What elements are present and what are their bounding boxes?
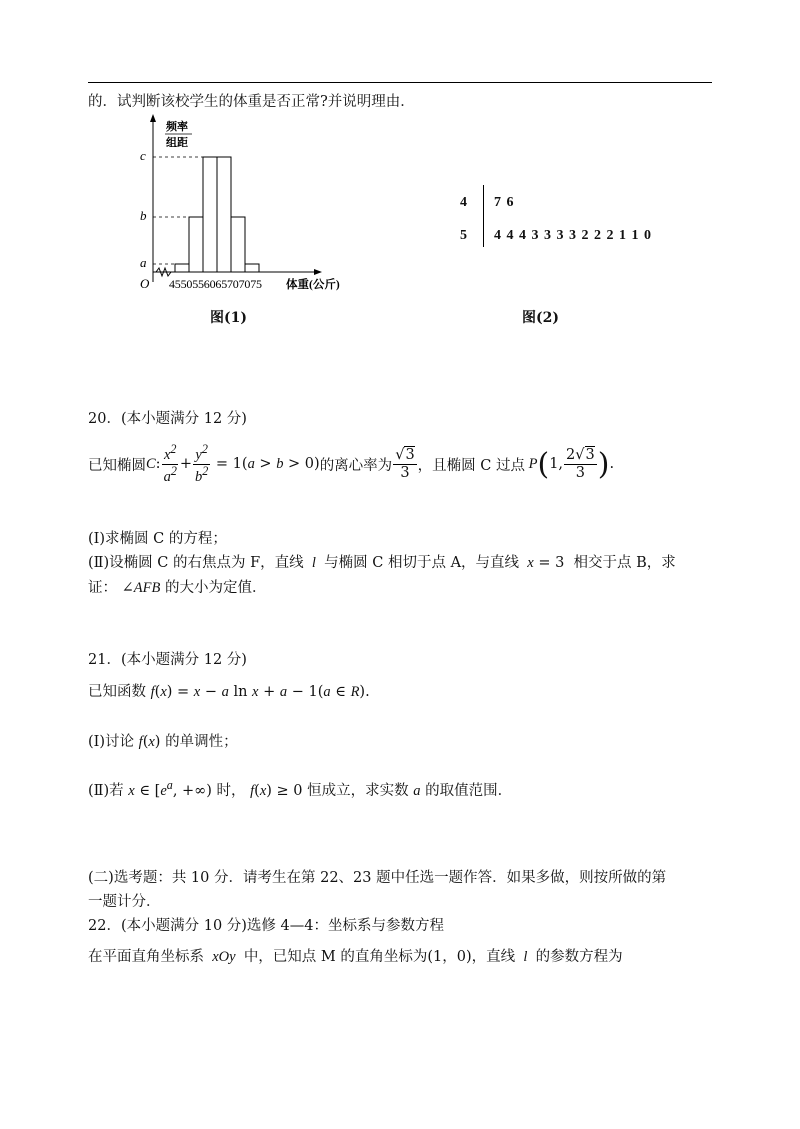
histogram-figure <box>118 112 368 302</box>
leaves-row-4: 7 6 <box>494 195 515 210</box>
histogram-bar-50-55 <box>189 217 203 272</box>
q20-stem: 已知椭圆 C : $\frac{x^2}{a^2}$ + $\frac{y^2}{b^2}$ = 1(a > b > 0) 的离心率为 $\frac{√3}{3}$ ，且椭圆 C 过点 P ( 1, $\frac{2√3}{3}$ ) . <box>88 442 615 485</box>
stem-5: 5 <box>460 228 467 243</box>
q20-header: 20．(本小题满分 12 分) <box>88 411 247 427</box>
top-rule <box>88 82 712 83</box>
y-tick-c: c <box>140 148 146 163</box>
elective-line1: (二)选考题：共 10 分．请考生在第 22、23 题中任选一题作答．如果多做，则按所做的第 <box>88 870 667 886</box>
q21-stem: 已知函数 f(x) = x − a ln x + a − 1(a ∈ R). <box>88 684 370 700</box>
histogram-bar-60-65 <box>217 157 231 272</box>
q20-part1: (I)求椭圆 C 的方程； <box>88 531 227 547</box>
figure2-caption: 图(2) <box>522 310 559 326</box>
q21-part2: (Ⅱ)若 x ∈ [$e^a$, +∞) 时， f(x) ≥ 0 恒成立，求实数 a 的取值范围． <box>88 778 513 799</box>
q21-part1: (I)讨论 f(x) 的单调性； <box>88 734 238 750</box>
origin-label: O <box>140 276 150 291</box>
q22-stem: 在平面直角坐标系 xOy 中，已知点 M 的直角坐标为(1，0)，直线 l 的参数方程为 <box>88 949 623 965</box>
ylabel-bottom: 组距 <box>166 137 188 149</box>
q22-header: 22．(本小题满分 10 分)选修 4—4：坐标系与参数方程 <box>88 918 444 934</box>
leaves-row-5: 4 4 4 3 3 3 3 2 2 2 1 1 0 <box>494 228 652 243</box>
x-tick-labels: 4550556065707075 <box>169 277 262 291</box>
stem-4: 4 <box>460 195 467 210</box>
ylabel-top: 频率 <box>166 121 188 133</box>
y-tick-a: a <box>140 255 147 270</box>
histogram-bar-45-50 <box>175 264 189 272</box>
q20-part2-cont: 证： ∠AFB 的大小为定值． <box>88 580 267 596</box>
q20-part2: (Ⅱ)设椭圆 C 的右焦点为 F，直线 l 与椭圆 C 相切于点 A，与直线 x = 3 相交于点 B，求 <box>88 555 676 571</box>
stem-divider <box>483 185 484 247</box>
y-tick-b: b <box>140 208 147 223</box>
histogram-bar-55-60 <box>203 157 217 272</box>
histogram-bar-70-75 <box>245 264 259 272</box>
histogram-bar-65-70 <box>231 217 245 272</box>
elective-line2: 一题计分． <box>88 894 161 910</box>
q21-header: 21．(本小题满分 12 分) <box>88 652 247 668</box>
intro-line: 的．试判断该校学生的体重是否正常?并说明理由． <box>88 94 415 110</box>
figure1-caption: 图(1) <box>210 310 247 326</box>
x-axis-label: 体重(公斤) <box>286 279 340 291</box>
